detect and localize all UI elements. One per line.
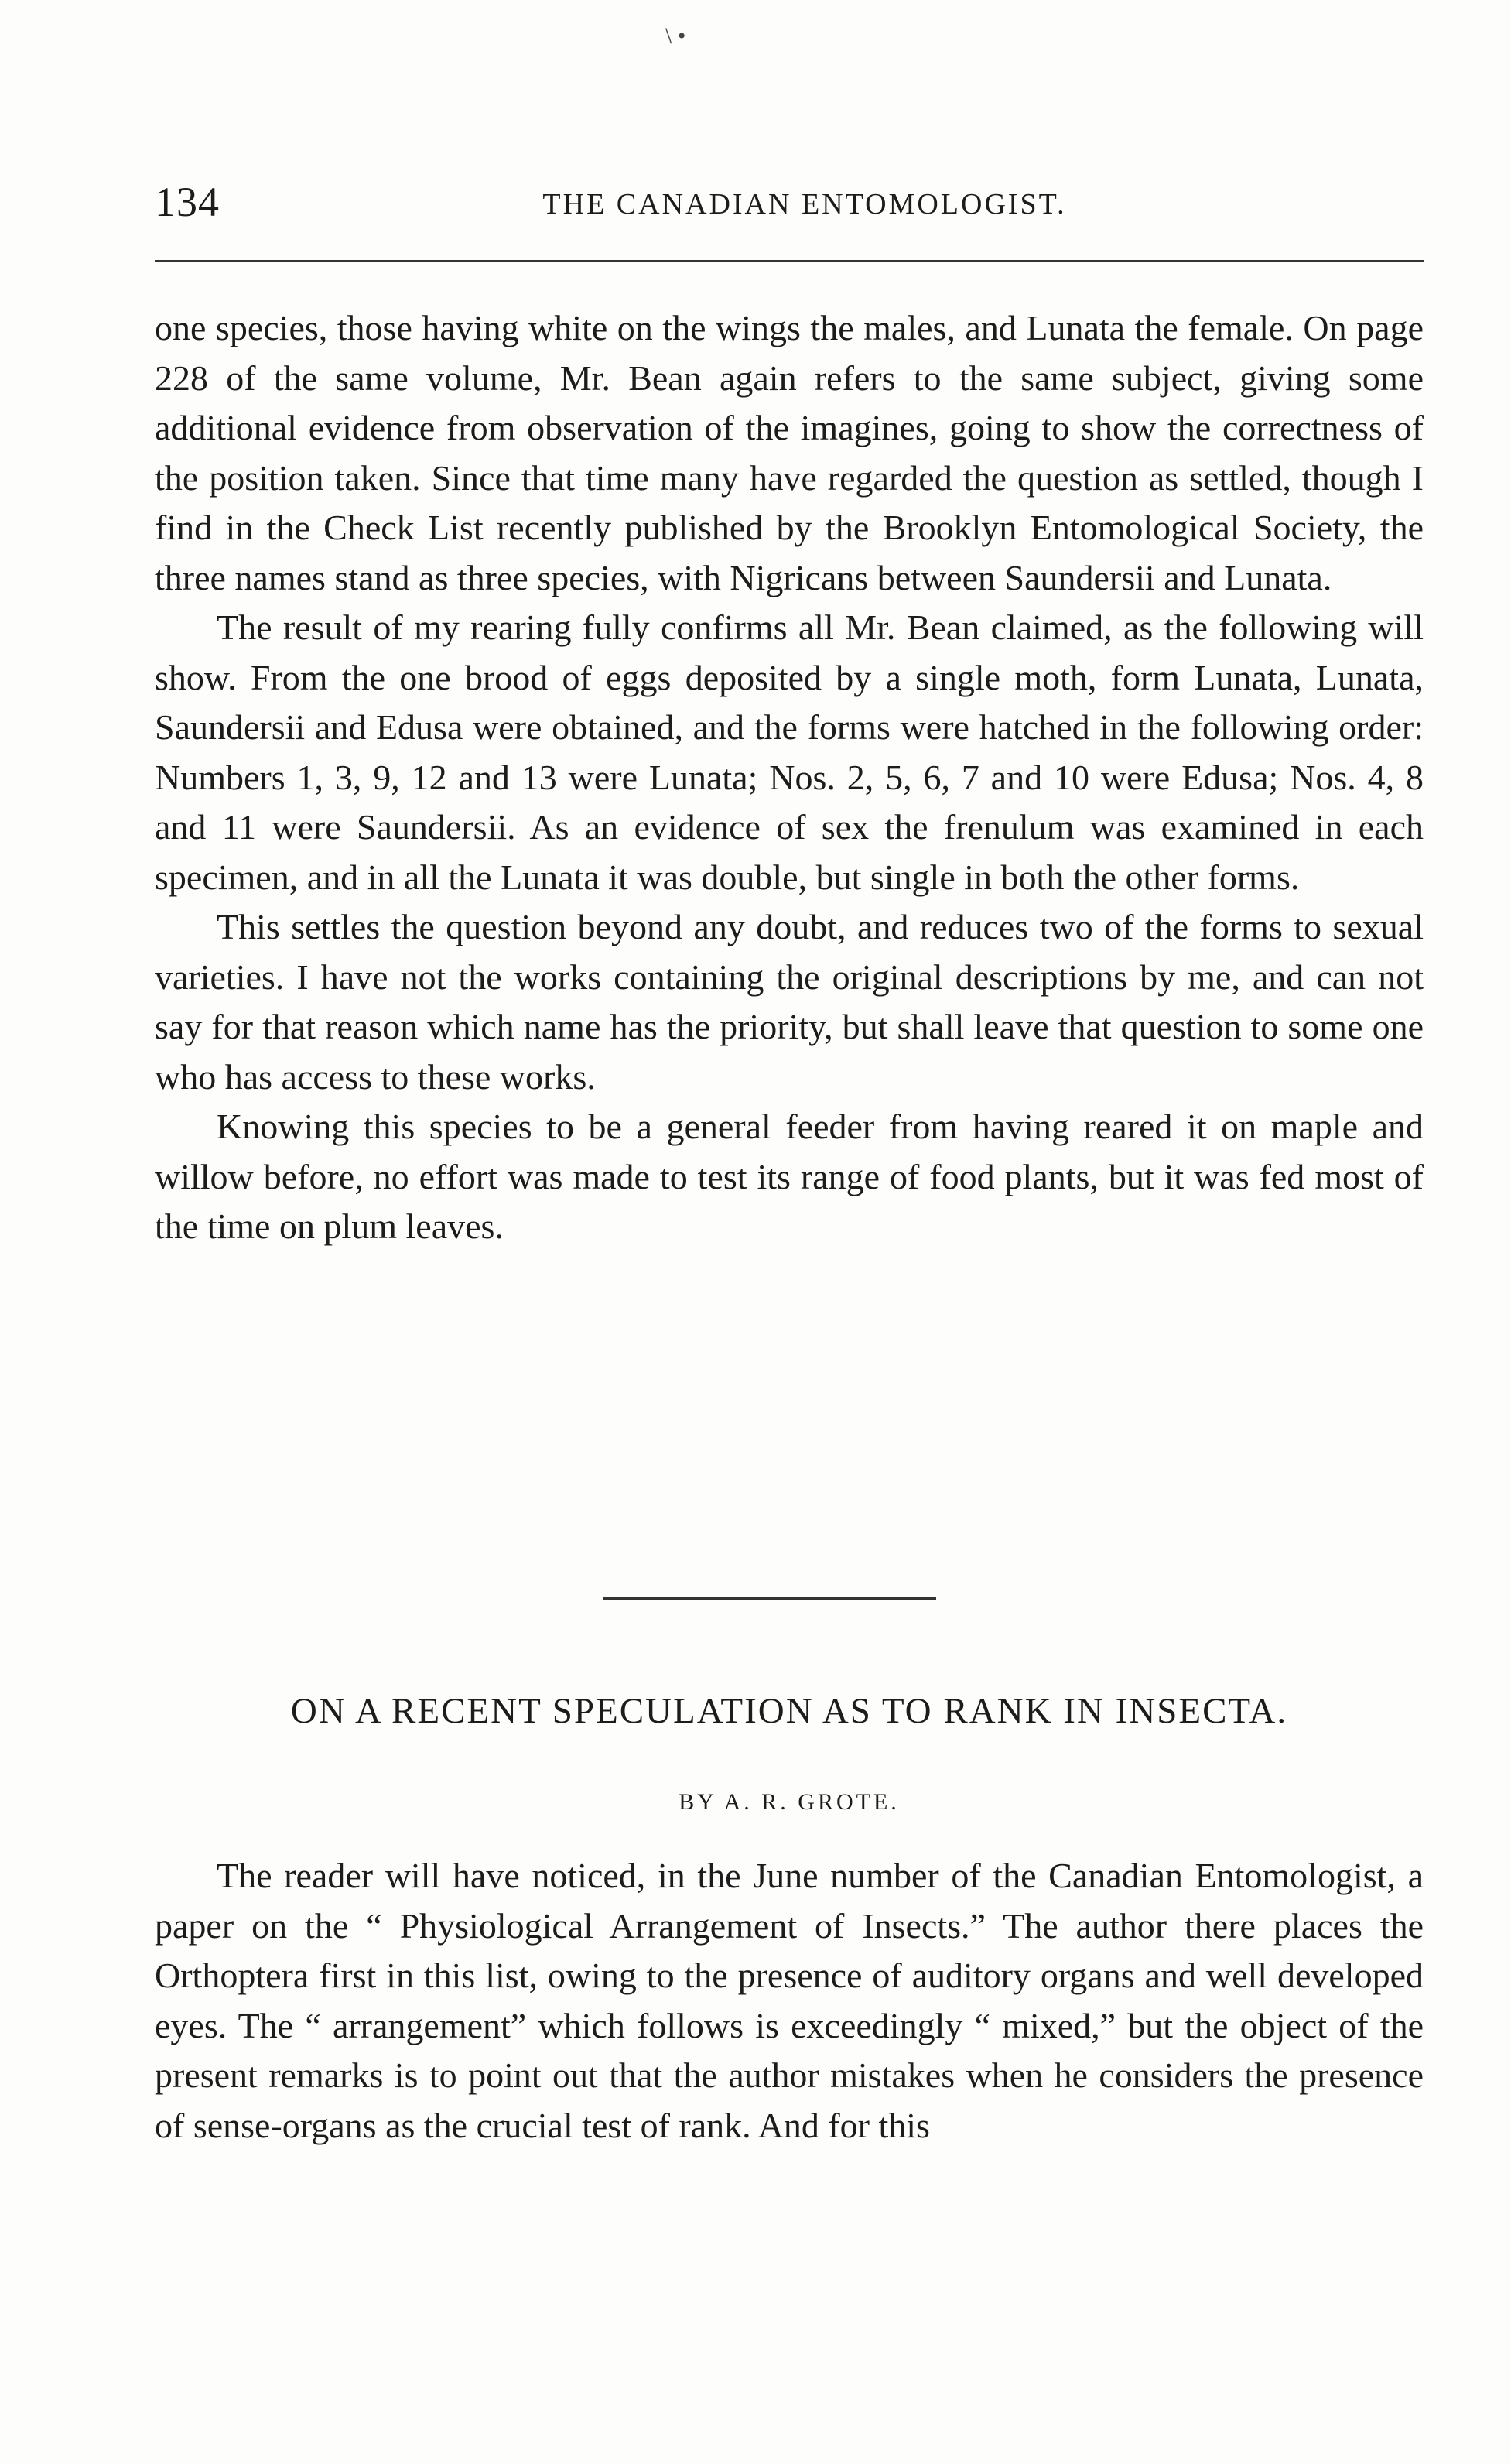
paragraph: This settles the question beyond any doubt, and reduces two of the forms to sexual varieties. I have not the works containing the original descriptions by me, and can not say for that reason which name has the priority, but shall leave that question to some one who has access to these works. <box>155 907 1424 1097</box>
page-number: 134 <box>155 179 220 225</box>
article-byline: BY A. R. GROTE. <box>679 1789 900 1815</box>
article-body <box>155 1851 1424 2151</box>
page-header <box>155 178 1424 240</box>
paragraph-continued: one species, those having white on the wings the males, and Lunata the female. On page 228 of the same volume, Mr. Bean again refers to the same subject, giving some additional evidence from observation of the imagines, going to show the correctness of the position taken. Since that time many have regarded the question as settled, though I find in the Check List recently published by the Brooklyn Entomological Society, the three names stand as three species, with Nigricans between Saundersii and Lunata. <box>155 308 1424 597</box>
article-title: ON A RECENT SPECULATION AS TO RANK IN INSECTA. <box>290 1691 1288 1731</box>
header-rule <box>155 260 1424 262</box>
running-title: THE CANADIAN ENTOMOLOGIST. <box>542 188 1067 221</box>
paragraph: The result of my rearing fully confirms all Mr. Bean claimed, as the following will show. From the one brood of eggs deposited by a single moth, form Lunata, Lunata, Saundersii and Edusa were obtained, and the forms were hatched in the following order: Numbers 1, 3, 9, 12 and 13 were Lunata; Nos. 2, 5, 6, 7 and 10 were Edusa; Nos. 4, 8 and 11 were Saundersii. As an evidence of sex the frenulum was examined in each specimen, and in all the Lunata it was double, but single in both the other forms. <box>155 607 1424 897</box>
print-mark: \ • <box>665 23 686 49</box>
paragraph: Knowing this species to be a general feeder from having reared it on maple and willow before, no effort was made to test its range of food plants, but it was fed most of the time on plum leaves. <box>155 1107 1424 1246</box>
paragraph: The reader will have noticed, in the June number of the Canadian Entomologist, a paper on the “ Physiological Arrangement of Insects.” The author there places the Orthoptera first in this list, owing to the presence of auditory organs and well developed eyes. The “ arrangement” which follows is exceedingly “ mixed,” but the object of the present remarks is to point out that the author mistakes when he considers the presence of sense-organs as the crucial test of rank. And for this <box>155 1856 1424 2145</box>
previous-article-body <box>155 303 1424 1252</box>
section-separator <box>603 1597 936 1600</box>
